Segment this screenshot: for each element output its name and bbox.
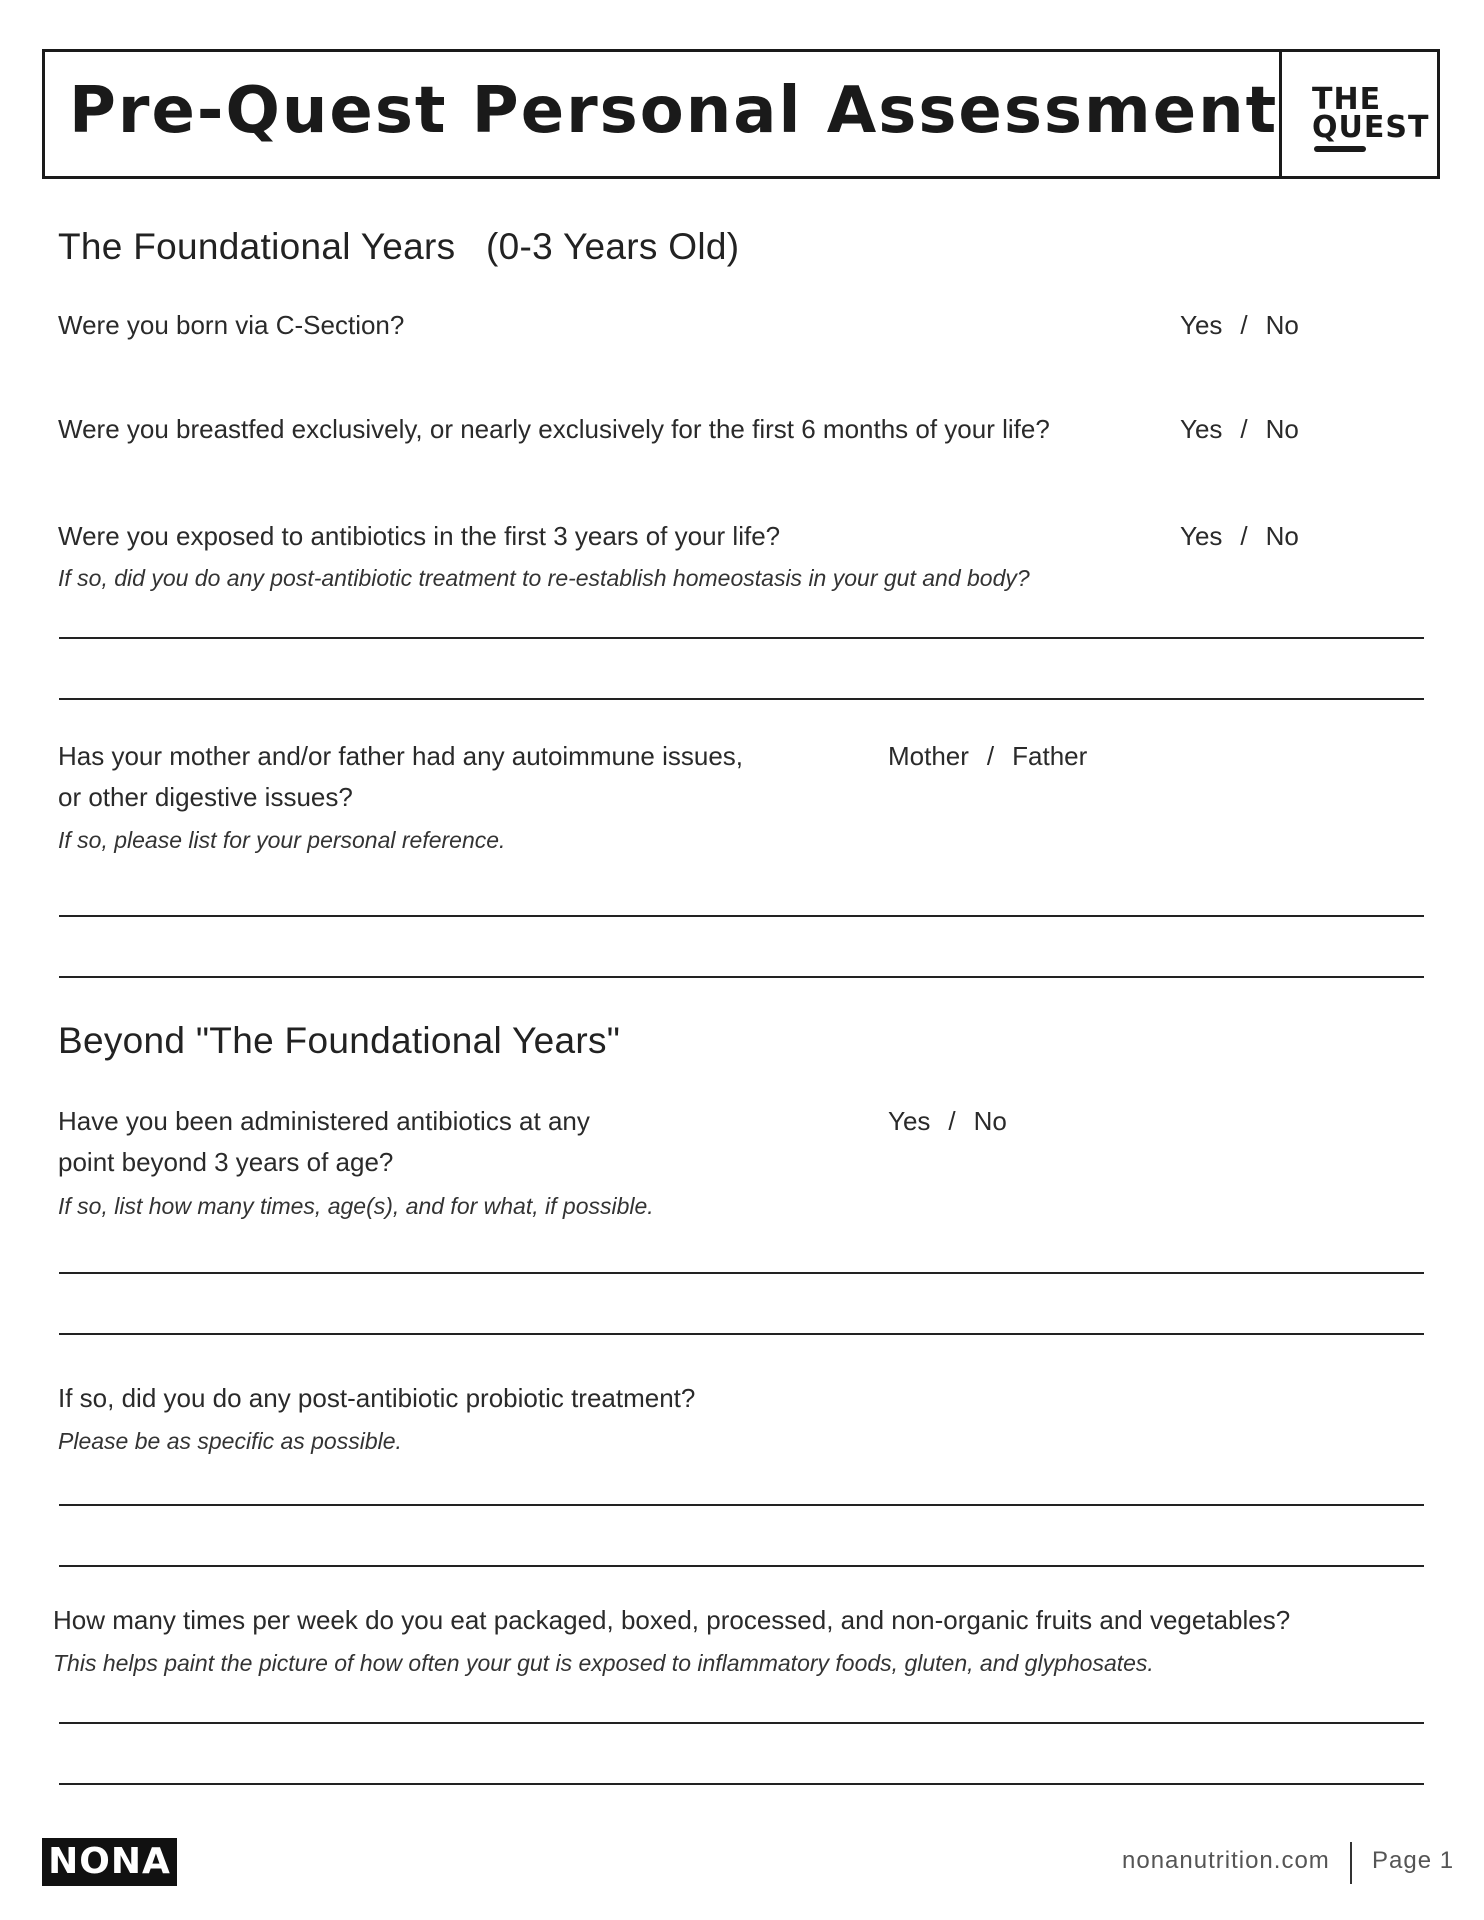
option-father[interactable]: Father	[1012, 741, 1088, 771]
nona-logo: NONA	[42, 1838, 177, 1886]
answer-line[interactable]	[59, 1783, 1424, 1785]
option-yes[interactable]: Yes	[1180, 521, 1223, 551]
page-title: Pre-Quest Personal Assessment	[69, 74, 1279, 148]
page-number: Page 1	[1372, 1847, 1455, 1874]
question-antibiotics-later-line1: Have you been administered antibiotics at any	[58, 1106, 590, 1136]
subquestion-gut-exposure: This helps paint the picture of how often your gut is exposed to inflammatory foods, gluten, and glyphosates.	[53, 1650, 1154, 1676]
answer-line[interactable]	[59, 976, 1424, 978]
mother-father-option[interactable]	[888, 741, 1087, 772]
answer-line[interactable]	[59, 637, 1424, 639]
question-parent-autoimmune-line1: Has your mother and/or father had any autoimmune issues,	[58, 741, 744, 771]
subquestion-parent-list: If so, please list for your personal reference.	[58, 827, 506, 853]
logo-underline	[1314, 146, 1366, 152]
yes-no-option-antibiotics-later[interactable]	[888, 1106, 1007, 1137]
question-c-section: Were you born via C-Section?	[58, 310, 405, 340]
option-separator: /	[1240, 521, 1248, 551]
answer-line[interactable]	[59, 1272, 1424, 1274]
option-yes[interactable]: Yes	[1180, 310, 1223, 340]
logo-line-2: QUEST	[1312, 110, 1430, 145]
section-heading-foundational	[58, 226, 739, 268]
option-yes[interactable]: Yes	[1180, 414, 1223, 444]
the-quest-logo	[1312, 82, 1452, 162]
logo-line-1: THE	[1312, 82, 1382, 117]
option-separator: /	[986, 741, 995, 771]
answer-line[interactable]	[59, 1722, 1424, 1724]
header-divider	[1279, 52, 1282, 176]
answer-line[interactable]	[59, 698, 1424, 700]
option-no[interactable]: No	[973, 1106, 1007, 1136]
section-heading-age: (0-3 Years Old)	[486, 226, 740, 267]
section-heading-beyond: Beyond "The Foundational Years"	[58, 1020, 621, 1061]
question-breastfed: Were you breastfed exclusively, or nearly exclusively for the first 6 months of your life?	[58, 414, 1050, 444]
option-mother[interactable]: Mother	[888, 741, 969, 771]
option-no[interactable]: No	[1265, 414, 1299, 444]
question-probiotic-treatment: If so, did you do any post-antibiotic probiotic treatment?	[58, 1383, 696, 1413]
section-heading-title: The Foundational Years	[58, 226, 456, 267]
footer-url[interactable]: nonanutrition.com	[1122, 1847, 1330, 1874]
answer-line[interactable]	[59, 1504, 1424, 1506]
option-no[interactable]: No	[1265, 310, 1299, 340]
subquestion-be-specific: Please be as specific as possible.	[58, 1428, 402, 1454]
question-packaged-foods: How many times per week do you eat packaged, boxed, processed, and non-organic fruits and vegetables?	[53, 1605, 1291, 1635]
option-yes[interactable]: Yes	[888, 1106, 931, 1136]
subquestion-antibiotics-list: If so, list how many times, age(s), and for what, if possible.	[58, 1193, 654, 1219]
yes-no-option-c-section[interactable]	[1180, 310, 1299, 341]
question-parent-autoimmune-line2: or other digestive issues?	[58, 782, 353, 812]
answer-line[interactable]	[59, 1565, 1424, 1567]
header-box	[42, 49, 1440, 179]
subquestion-post-antibiotic-treatment: If so, did you do any post-antibiotic treatment to re-establish homeostasis in your gut and body?	[58, 565, 1030, 591]
option-separator: /	[1240, 414, 1248, 444]
question-antibiotics-early: Were you exposed to antibiotics in the first 3 years of your life?	[58, 521, 781, 551]
question-antibiotics-later-line2: point beyond 3 years of age?	[58, 1147, 394, 1177]
option-separator: /	[948, 1106, 956, 1136]
answer-line[interactable]	[59, 1333, 1424, 1335]
yes-no-option-breastfed[interactable]	[1180, 414, 1299, 445]
option-separator: /	[1240, 310, 1248, 340]
footer-divider	[1350, 1842, 1352, 1884]
option-no[interactable]: No	[1265, 521, 1299, 551]
yes-no-option-antibiotics-early[interactable]	[1180, 521, 1299, 552]
answer-line[interactable]	[59, 915, 1424, 917]
